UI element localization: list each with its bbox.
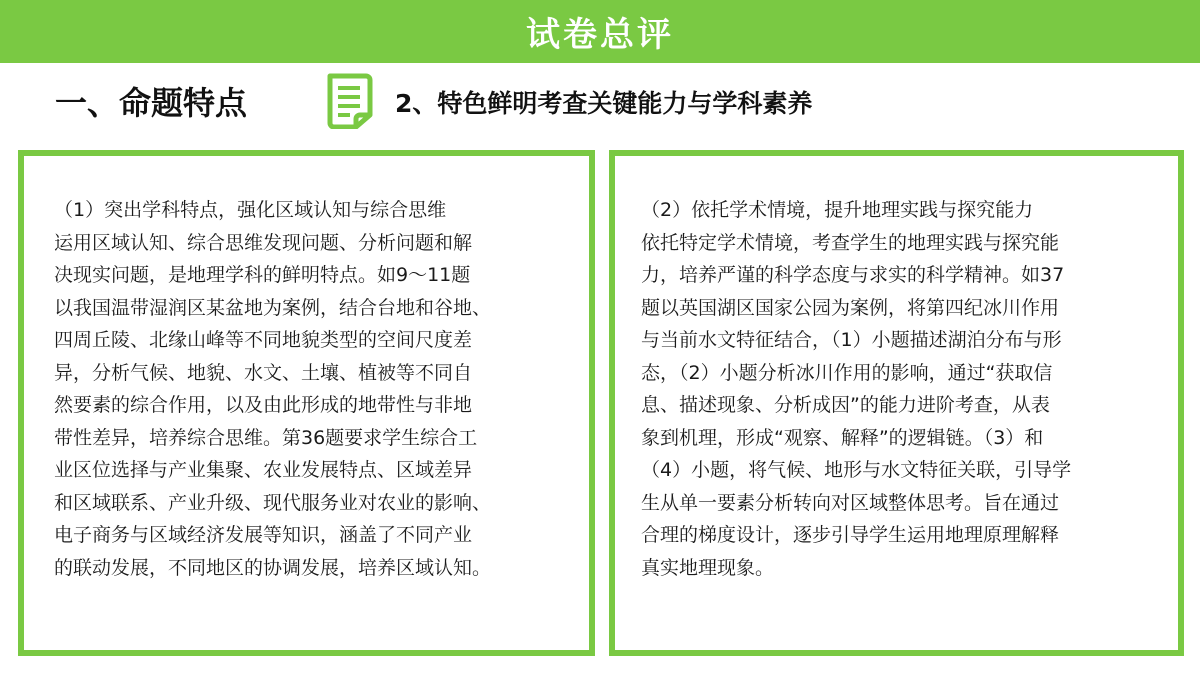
- paragraph-line: 真实地理现象。: [641, 556, 775, 579]
- paragraph-line: 态，（2）小题分析冰川作用的影响，通过“获取信: [641, 361, 1053, 384]
- paragraph-line: 然要素的综合作用，以及由此形成的地带性与非地: [54, 394, 473, 416]
- paragraph-line: 合理的梯度设计，逐步引导学生运用地理原理解释: [641, 524, 1060, 546]
- paragraph-line: 依托特定学术情境，考查学生的地理实践与探究能: [641, 231, 1060, 254]
- paragraph-line: 带性差异，培养综合思维。第36题要求学生综合工: [54, 426, 478, 449]
- paragraph-line: 业区位选择与产业集聚、农业发展特点、区域差异: [54, 459, 473, 481]
- paragraph-line: 运用区域认知、综合思维发现问题、分析问题和解: [54, 231, 473, 254]
- left-text-panel: [18, 150, 595, 656]
- page-title: 试卷总评: [526, 15, 674, 55]
- section-title: 一、命题特点: [55, 84, 248, 122]
- paragraph-line: 以我国温带湿润区某盆地为案例，结合台地和谷地、: [54, 296, 492, 319]
- paragraph-line: 象到机理，形成“观察、解释”的逻辑链。（3）和: [641, 426, 1044, 449]
- right-panel-text: [641, 194, 1156, 584]
- paragraph-line: 的联动发展，不同地区的协调发展，培养区域认知。: [54, 556, 492, 579]
- paragraph-line: 与当前水文特征结合，（1）小题描述湖泊分布与形: [641, 329, 1062, 351]
- paragraph-line: 决现实问题，是地理学科的鲜明特点。如9～11题: [54, 264, 471, 286]
- left-panel-text: [54, 194, 564, 584]
- document-icon: [326, 73, 378, 129]
- paragraph-heading: （2）依托学术情境，提升地理实践与探究能力: [641, 199, 1034, 221]
- section-subtitle: 2、特色鲜明考查关键能力与学科素养: [395, 89, 813, 118]
- paragraph-line: 电子商务与区域经济发展等知识，涵盖了不同产业: [54, 524, 473, 546]
- paragraph-heading: （1）突出学科特点，强化区域认知与综合思维: [54, 199, 447, 221]
- right-text-panel: [609, 150, 1184, 656]
- paragraph-line: （4）小题，将气候、地形与水文特征关联，引导学: [641, 459, 1072, 481]
- paragraph-line: 题以英国湖区国家公园为案例，将第四纪冰川作用: [641, 296, 1060, 319]
- header-banner: [0, 0, 1200, 63]
- paragraph-line: 和区域联系、产业升级、现代服务业对农业的影响、: [54, 491, 492, 514]
- paragraph-line: 异，分析气候、地貌、水文、土壤、植被等不同自: [54, 361, 473, 384]
- paragraph-line: 息、描述现象、分析成因”的能力进阶考查，从表: [641, 394, 1050, 416]
- paragraph-line: 生从单一要素分析转向对区域整体思考。旨在通过: [641, 491, 1060, 514]
- paragraph-line: 四周丘陵、北缘山峰等不同地貌类型的空间尺度差: [54, 329, 473, 351]
- paragraph-line: 力，培养严谨的科学态度与求实的科学精神。如37: [641, 264, 1065, 286]
